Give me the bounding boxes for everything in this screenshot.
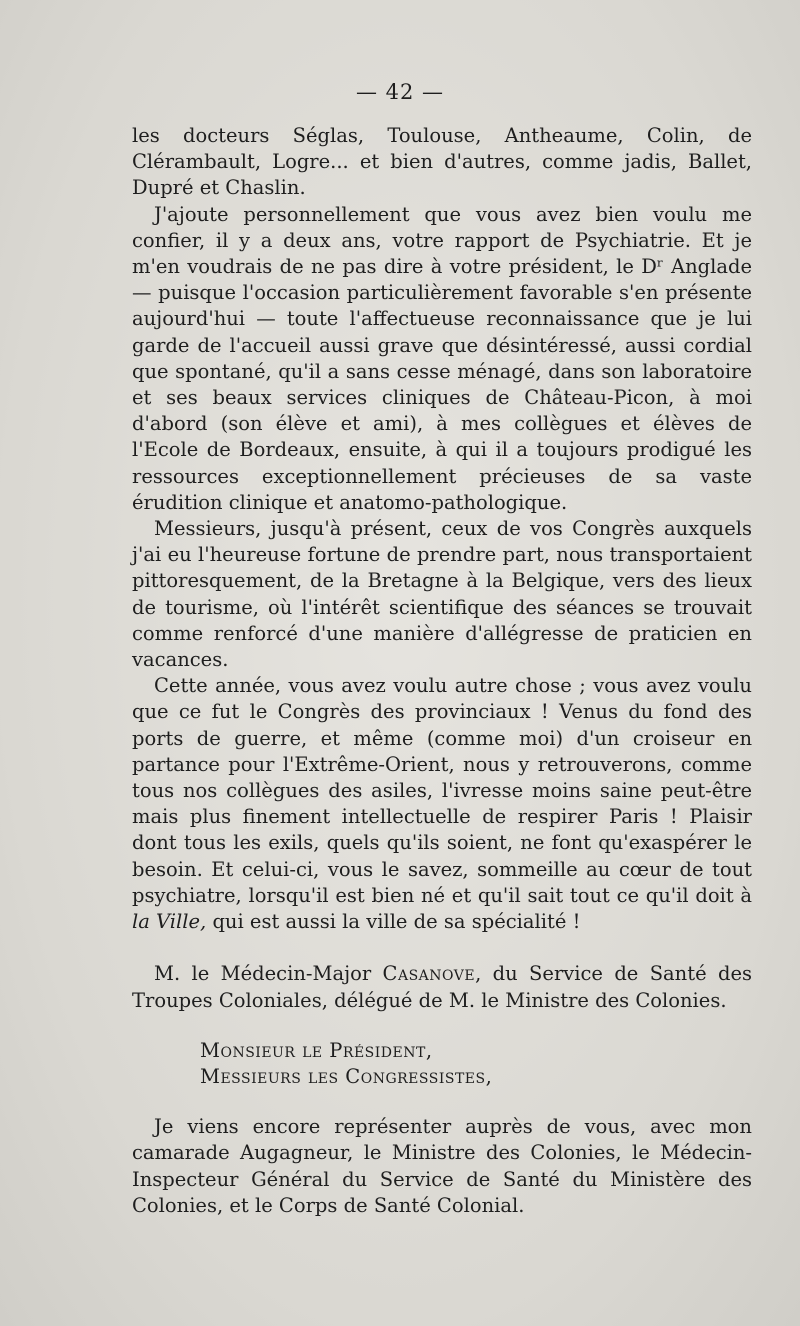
paragraph-2: J'ajoute personnellement que vous avez bien voulu me confier, il y a deux ans, votre rapport de Psychiatrie. Et je m'en voudrais de ne pas dire à votre président, le Dʳ Anglade — puisque l'occasion particulièrement favorable s'en présente aujourd'hui — toute l'affectueuse reconnaissance que je lui garde de l'accueil aussi grave que désintéressé, aussi cordial que spontané, qu'il a sans cesse ménagé, dans son laboratoire et ses beaux services cliniques de Château-Picon, à moi d'abord (son élève et ami), à mes collègues et élèves de l'Ecole de Bordeaux, ensuite, à qui il a toujours prodigué les ressources exceptionnellement précieuses de sa vaste érudition clinique et anatomo-pathologique. — [132, 202, 752, 514]
body-text — [132, 123, 752, 1219]
salutation — [132, 1038, 752, 1090]
paragraph-1: les docteurs Séglas, Toulouse, Antheaume, Colin, de Clérambault, Logre... et bien d'autres, comme jadis, Ballet, Dupré et Chaslin. — [132, 124, 752, 200]
paragraph-4-end: qui est aussi la ville de sa spécialité ! — [206, 910, 581, 934]
page-number: — 42 — — [355, 80, 445, 104]
final-paragraph: Je viens encore représenter auprès de vous, avec mon camarade Augagneur, le Ministre des Colonies, le Médecin-Inspecteur Général du Service de Santé du Ministère des Colonies, et le Corps de Santé Colonial. — [132, 1115, 752, 1217]
paragraph-4-text: Cette année, vous avez voulu autre chose ; vous avez voulu que ce fut le Congrès des provinciaux ! Venus du fond des ports de guerre, et même (comme moi) d'un croiseur en partance pour l'Extrême-Orient, nous y retrouverons, comme tous nos collègues des asiles, l'ivresse moins saine peut-être mais plus finement intellectuelle de respirer Paris ! Plaisir dont tous les exils, quels qu'ils soient, ne font qu'exaspérer le besoin. Et celui-ci, vous le savez, sommeille au cœur de tout psychiatre, lorsqu'il est bien né et qu'il sait tout ce qu'il doit à — [132, 674, 752, 907]
speaker-prefix: M. le Médecin-Major — [154, 962, 383, 986]
salutation-line-2: Messieurs les Congressistes, — [200, 1064, 493, 1088]
speaker-intro — [132, 961, 752, 1013]
paragraph-3: Messieurs, jusqu'à présent, ceux de vos Congrès auxquels j'ai eu l'heureuse fortune de prendre part, nous transportaient pittoresquement, de la Bretagne à la Belgique, vers des lieux de tourisme, où l'intérêt scientifique des séances se trouvait comme renforcé d'une manière d'allégresse de praticien en vacances. — [132, 517, 752, 672]
speaker-name: Casanove — [382, 962, 476, 986]
speaker-suffix: , du Service de Santé des Troupes Coloniales, délégué de M. le Ministre des Colonies. — [132, 962, 753, 1012]
salutation-line-1: Monsieur le Président, — [200, 1038, 433, 1062]
paragraph-4 — [132, 673, 752, 935]
italic-la-ville: la Ville, — [132, 910, 207, 934]
